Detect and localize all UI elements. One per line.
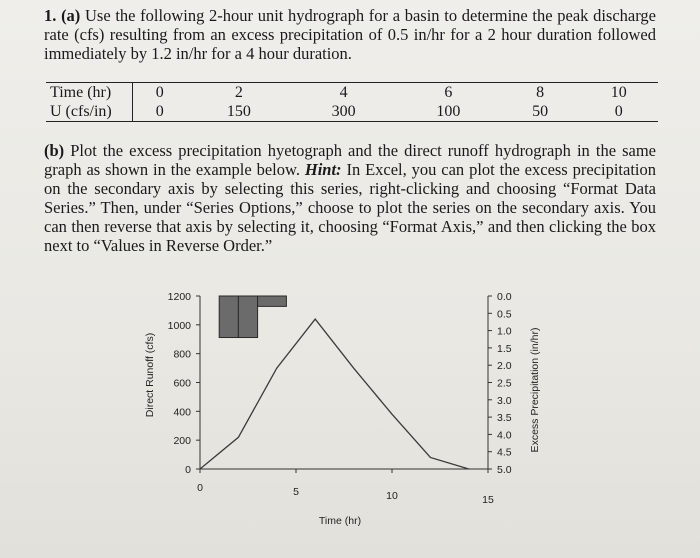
y-tick-label: 600: [173, 377, 191, 390]
hyetograph-bar: [258, 296, 287, 306]
y2-tick-label: 1.5: [497, 342, 512, 355]
part-a-text: Use the following 2-hour unit hydrograph for a basin to determine the peak discharge rate (cfs) resulting from an excess precipitation of 0.5 in/hr for a 2 hour duration followed immediately by 1.2 in/hr for a 4 hour duration.: [44, 6, 657, 63]
y-tick-label: 1200: [167, 291, 191, 303]
table-cell: 50: [501, 102, 580, 122]
y-tick-label: 400: [173, 406, 191, 419]
y2-tick-label: 0.5: [497, 308, 512, 321]
y2-tick-label: 3.0: [497, 394, 512, 407]
table-cell: 100: [396, 102, 501, 122]
y2-tick-label: 4.5: [497, 446, 512, 459]
table-cell: 4: [291, 83, 396, 103]
y2-tick-label: 1.0: [497, 325, 512, 338]
table-cell: 6: [396, 83, 501, 103]
table-cell: 8: [501, 83, 580, 103]
y2-tick-label: 3.5: [497, 412, 512, 425]
y-tick-label: 0: [185, 464, 191, 476]
table-cell: 0: [133, 102, 187, 122]
table-cell: 0: [133, 83, 187, 103]
row-header-time: Time (hr): [46, 83, 133, 103]
y-tick-label: 800: [173, 348, 191, 361]
y2-tick-label: 4.0: [497, 429, 512, 442]
y-axis-label: Direct Runoff (cfs): [144, 332, 156, 418]
problem-number: 1.: [44, 6, 57, 25]
x-axis-label: Time (hr): [318, 515, 362, 527]
y2-tick-label: 2.5: [497, 377, 512, 390]
hint-label: Hint:: [304, 160, 342, 179]
table-cell: 10: [579, 83, 658, 103]
part-b-text: Plot the excess precipitation hyetograph and the direct runoff hydrograph in the same graph as shown in the example below.: [44, 141, 656, 179]
runoff-series-line: [200, 319, 469, 469]
part-b-hint-text: In Excel, you can plot the excess precipitation on the secondary axis by selecting this series, right-clicking and choosing “Format Data Series.” Then, under “Series Options,” choose to plot the series on the secondary axis. You can then reverse that axis by selecting it, choosing “Format Axis,” and then clicking the box next to “Values in Reverse Order.”: [44, 160, 657, 255]
hyetograph-bar: [238, 296, 257, 338]
table-cell: 150: [187, 102, 292, 122]
x-tick-label: 15: [482, 494, 494, 506]
y2-tick-label: 2.0: [497, 360, 512, 373]
table-cell: 0: [579, 102, 658, 122]
row-header-u: U (cfs/in): [46, 102, 133, 122]
y2-tick-label: 0.0: [497, 291, 512, 303]
y2-tick-label: 5.0: [497, 464, 512, 476]
hyetograph-bar: [219, 296, 238, 338]
x-tick-label: 10: [386, 490, 398, 502]
table-cell: 2: [187, 83, 292, 103]
y-tick-label: 1000: [167, 319, 191, 332]
y-tick-label: 200: [173, 435, 191, 448]
part-b-label: (b): [44, 141, 65, 160]
y2-axis-label: Excess Precipitation (in/hr): [529, 327, 541, 453]
x-tick-label: 0: [197, 482, 203, 494]
x-tick-label: 5: [293, 486, 299, 498]
part-a-label: (a): [61, 6, 81, 25]
table-cell: 300: [291, 102, 396, 122]
